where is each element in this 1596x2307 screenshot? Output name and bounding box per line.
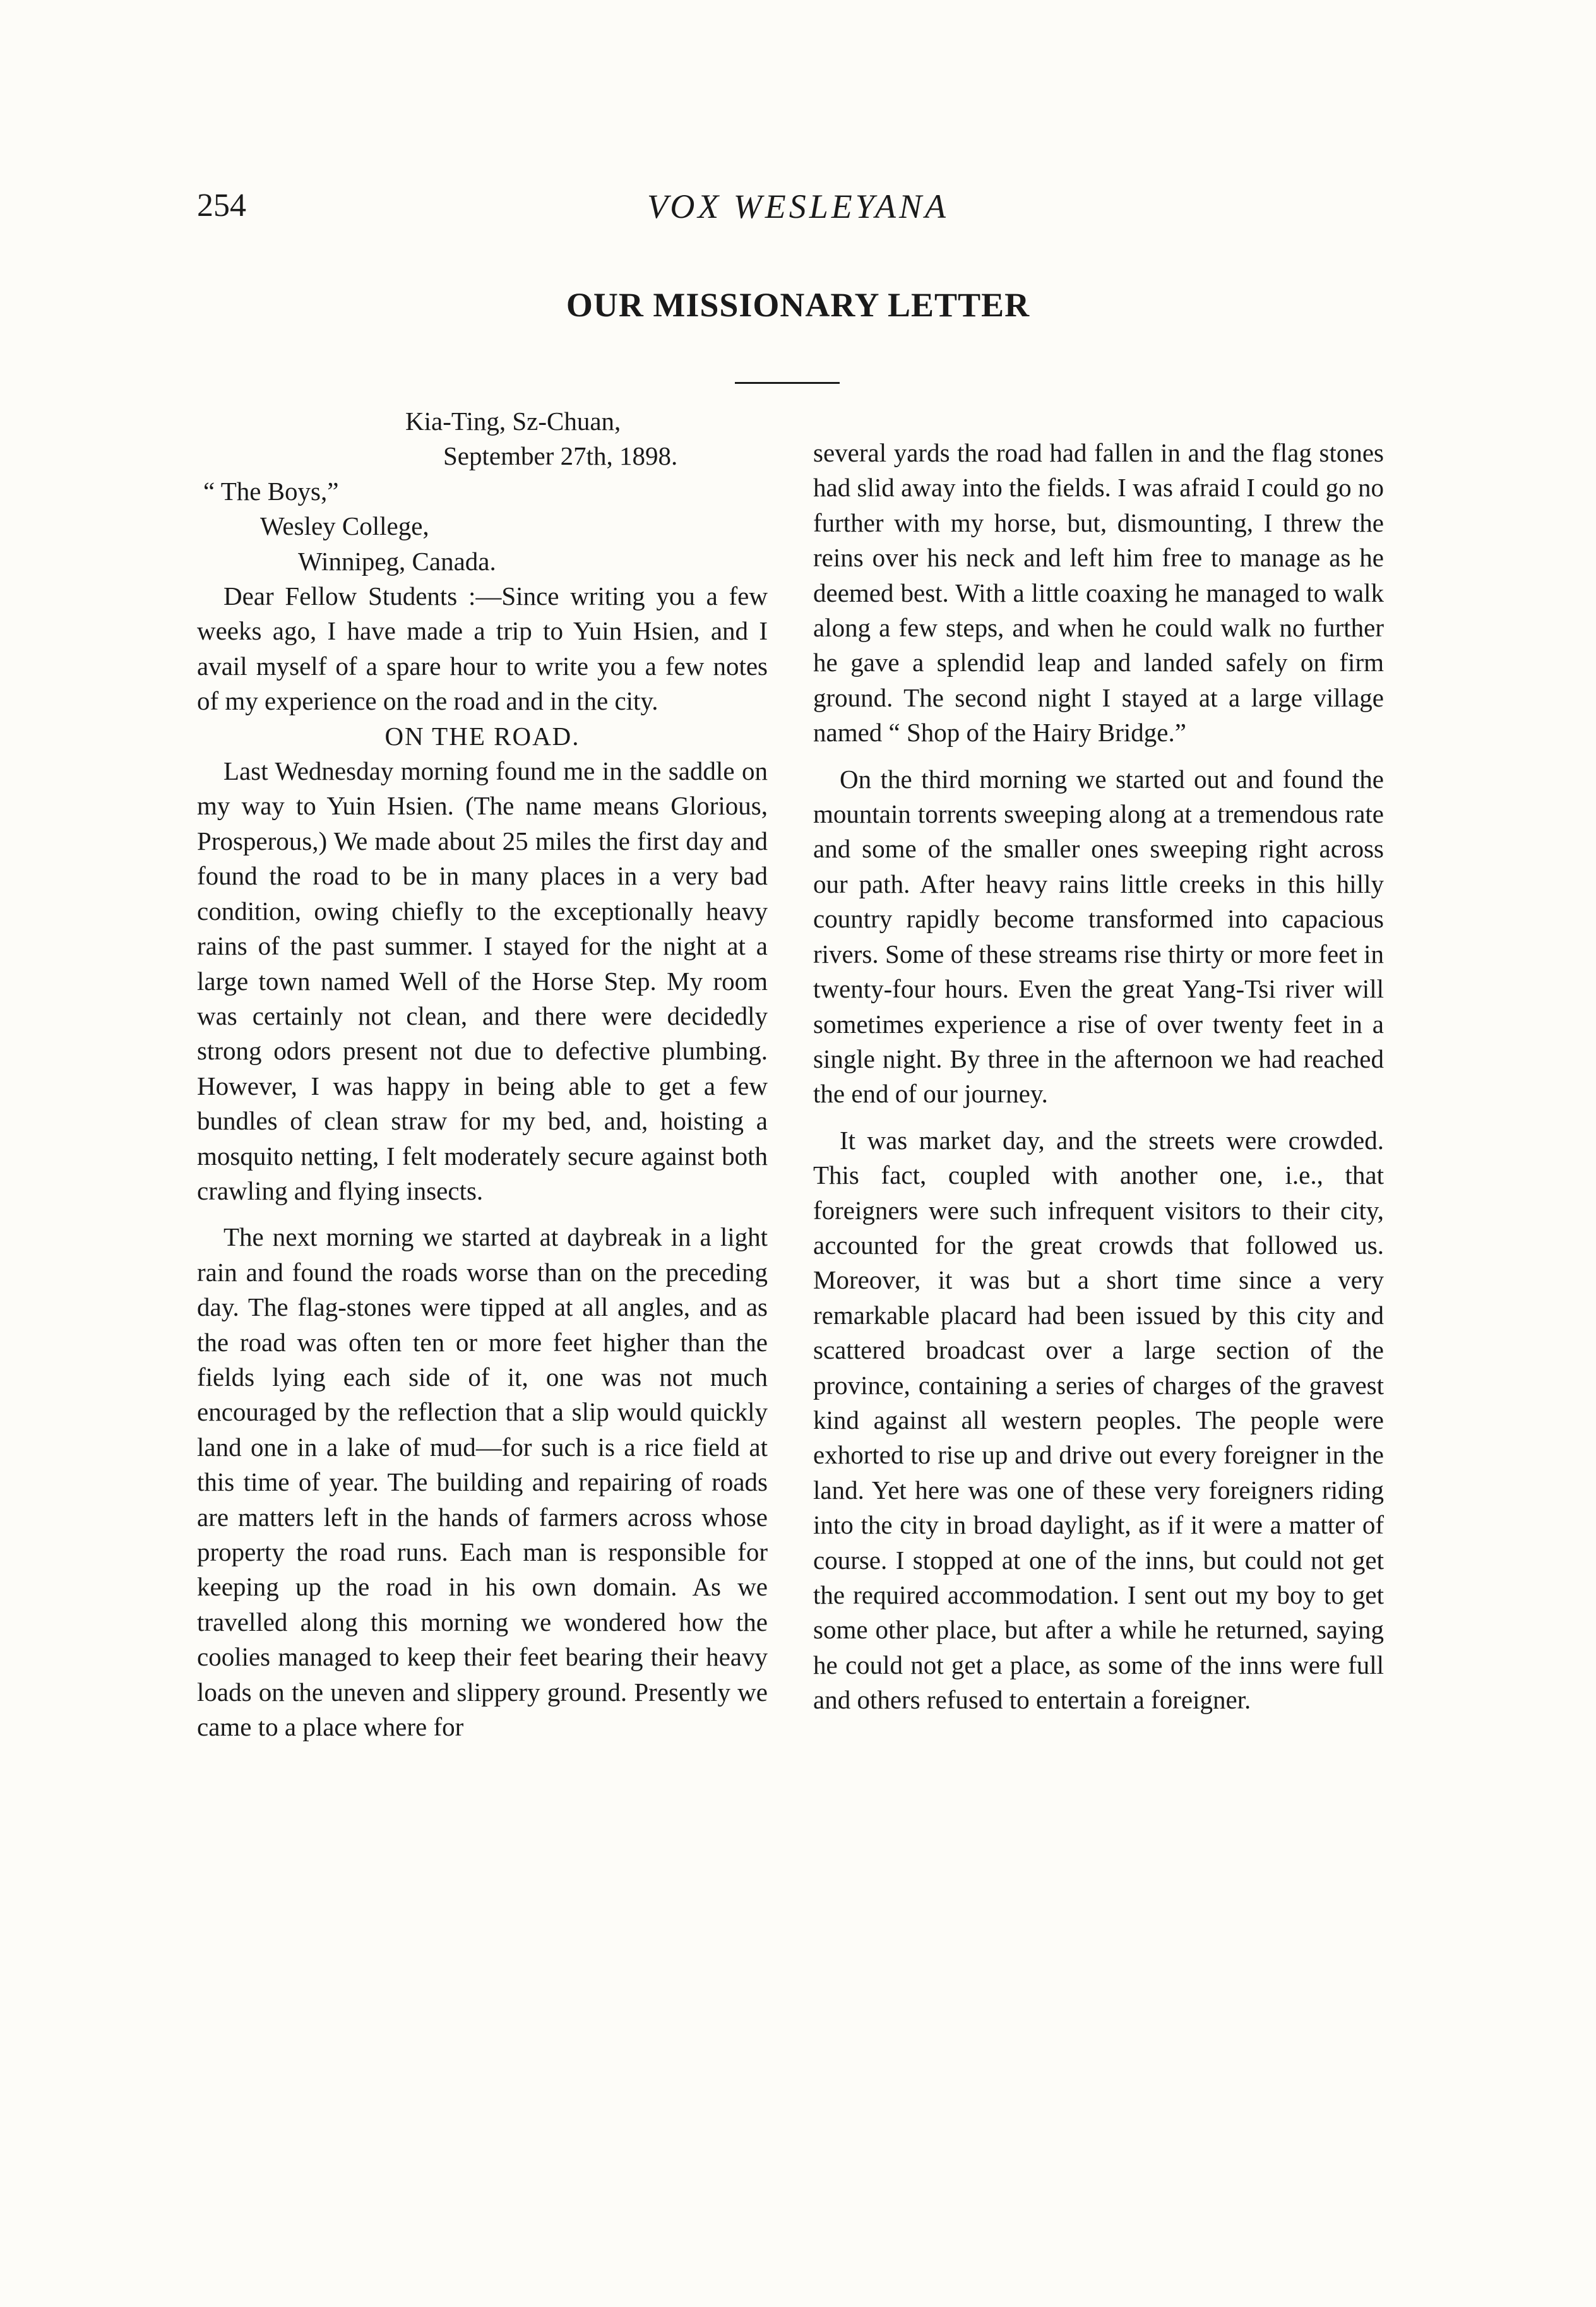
article-title: OUR MISSIONARY LETTER (566, 286, 1030, 324)
page-header (0, 187, 1596, 237)
addressee-line: “ The Boys,” (203, 476, 339, 506)
addressee-line: Wesley College, (260, 511, 429, 541)
letter-date: September 27th, 1898. (443, 441, 678, 471)
opening-paragraph: Dear Fellow Students :—Since writing you a few weeks ago, I have made a trip to Yuin Hsien, and I avail myself of a spare hour to write you a few notes of my experience on the road and in the city. (197, 581, 768, 716)
addressee-line: Winnipeg, Canada. (298, 546, 496, 576)
right-column (813, 436, 1384, 1718)
body-paragraph: several yards the road had fallen in and the flag stones had slid away into the fields. I was afraid I could go no further with my horse, but, dismounting, I threw the reins over his neck and left him free to manage as he deemed best. With a little coaxing he managed to walk along a few steps, and when he could walk no further he gave a splendid leap and landed safely on firm ground. The second night I stayed at a large village named “ Shop of the Hairy Bridge.” (813, 438, 1384, 748)
letter-place: Kia-Ting, Sz-Chuan, (405, 407, 621, 436)
page-number: 254 (197, 188, 246, 224)
left-column (197, 404, 768, 1744)
body-paragraph: Last Wednesday morning found me in the saddle on my way to Yuin Hsien. (The name means Glorious, Prosperous,) We made about 25 miles the first day and found the road to be in many places in a very bad condition, owing chiefly to the exceptionally heavy rains of the past summer. I stayed for the night at a large town named Well of the Horse Step. My room was certainly not clean, and there were decidedly strong odors present not due to defective plumbing. However, I was happy in being able to get a few bundles of clean straw for my bed, and, hoisting a mosquito netting, I felt moderately secure against both crawling and flying insects. (197, 756, 768, 1205)
section-heading: ON THE ROAD. (384, 721, 580, 751)
body-paragraph: The next morning we started at daybreak in a light rain and found the roads worse than on the preceding day. The flag-stones were tipped at all angles, and as the road was often ten or more feet higher than the fields lying each side of it, one was not much encouraged by the reflection that a slip would quickly land one in a lake of mud—for such is a rice field at this time of year. The building and repairing of roads are matters left in the hands of farmers across whose property the road runs. Each man is responsible for keeping up the road in his own domain. As we travelled along this morning we wondered how the coolies managed to keep their feet bearing their heavy loads on the uneven and slippery ground. Presently we came to a place where for (197, 1222, 768, 1742)
title-rule (735, 382, 840, 384)
body-paragraph: On the third morning we started out and found the mountain torrents sweeping along at a tremendous rate and some of the smaller ones sweeping right across our path. After heavy rains little creeks in this hilly country rapidly become transformed into capacious rivers. Some of these streams rise thirty or more feet in twenty-four hours. Even the great Yang-Tsi river will sometimes experience a rise of over twenty feet in a single night. By three in the afternoon we had reached the end of our journey. (813, 764, 1384, 1109)
running-head: VOX WESLEYANA (646, 188, 950, 225)
body-paragraph: It was market day, and the streets were crowded. This fact, coupled with another one, i.e., that foreigners were such infrequent visitors to their city, accounted for the great crowds that followed us. Moreover, it was but a short time since a very remarkable placard had been issued by this city and scattered broadcast over a large section of the province, containing a series of charges of the gravest kind against all western peoples. The people were exhorted to rise up and drive out every foreigner in the land. Yet here was one of these very foreigners riding into the city in broad daylight, as if it were a matter of course. I stopped at one of the inns, but could not get the required accommodation. I sent out my boy to get some other place, but after a while he returned, saying he could not get a place, as some of the inns were full and others refused to entertain a foreigner. (813, 1125, 1384, 1715)
